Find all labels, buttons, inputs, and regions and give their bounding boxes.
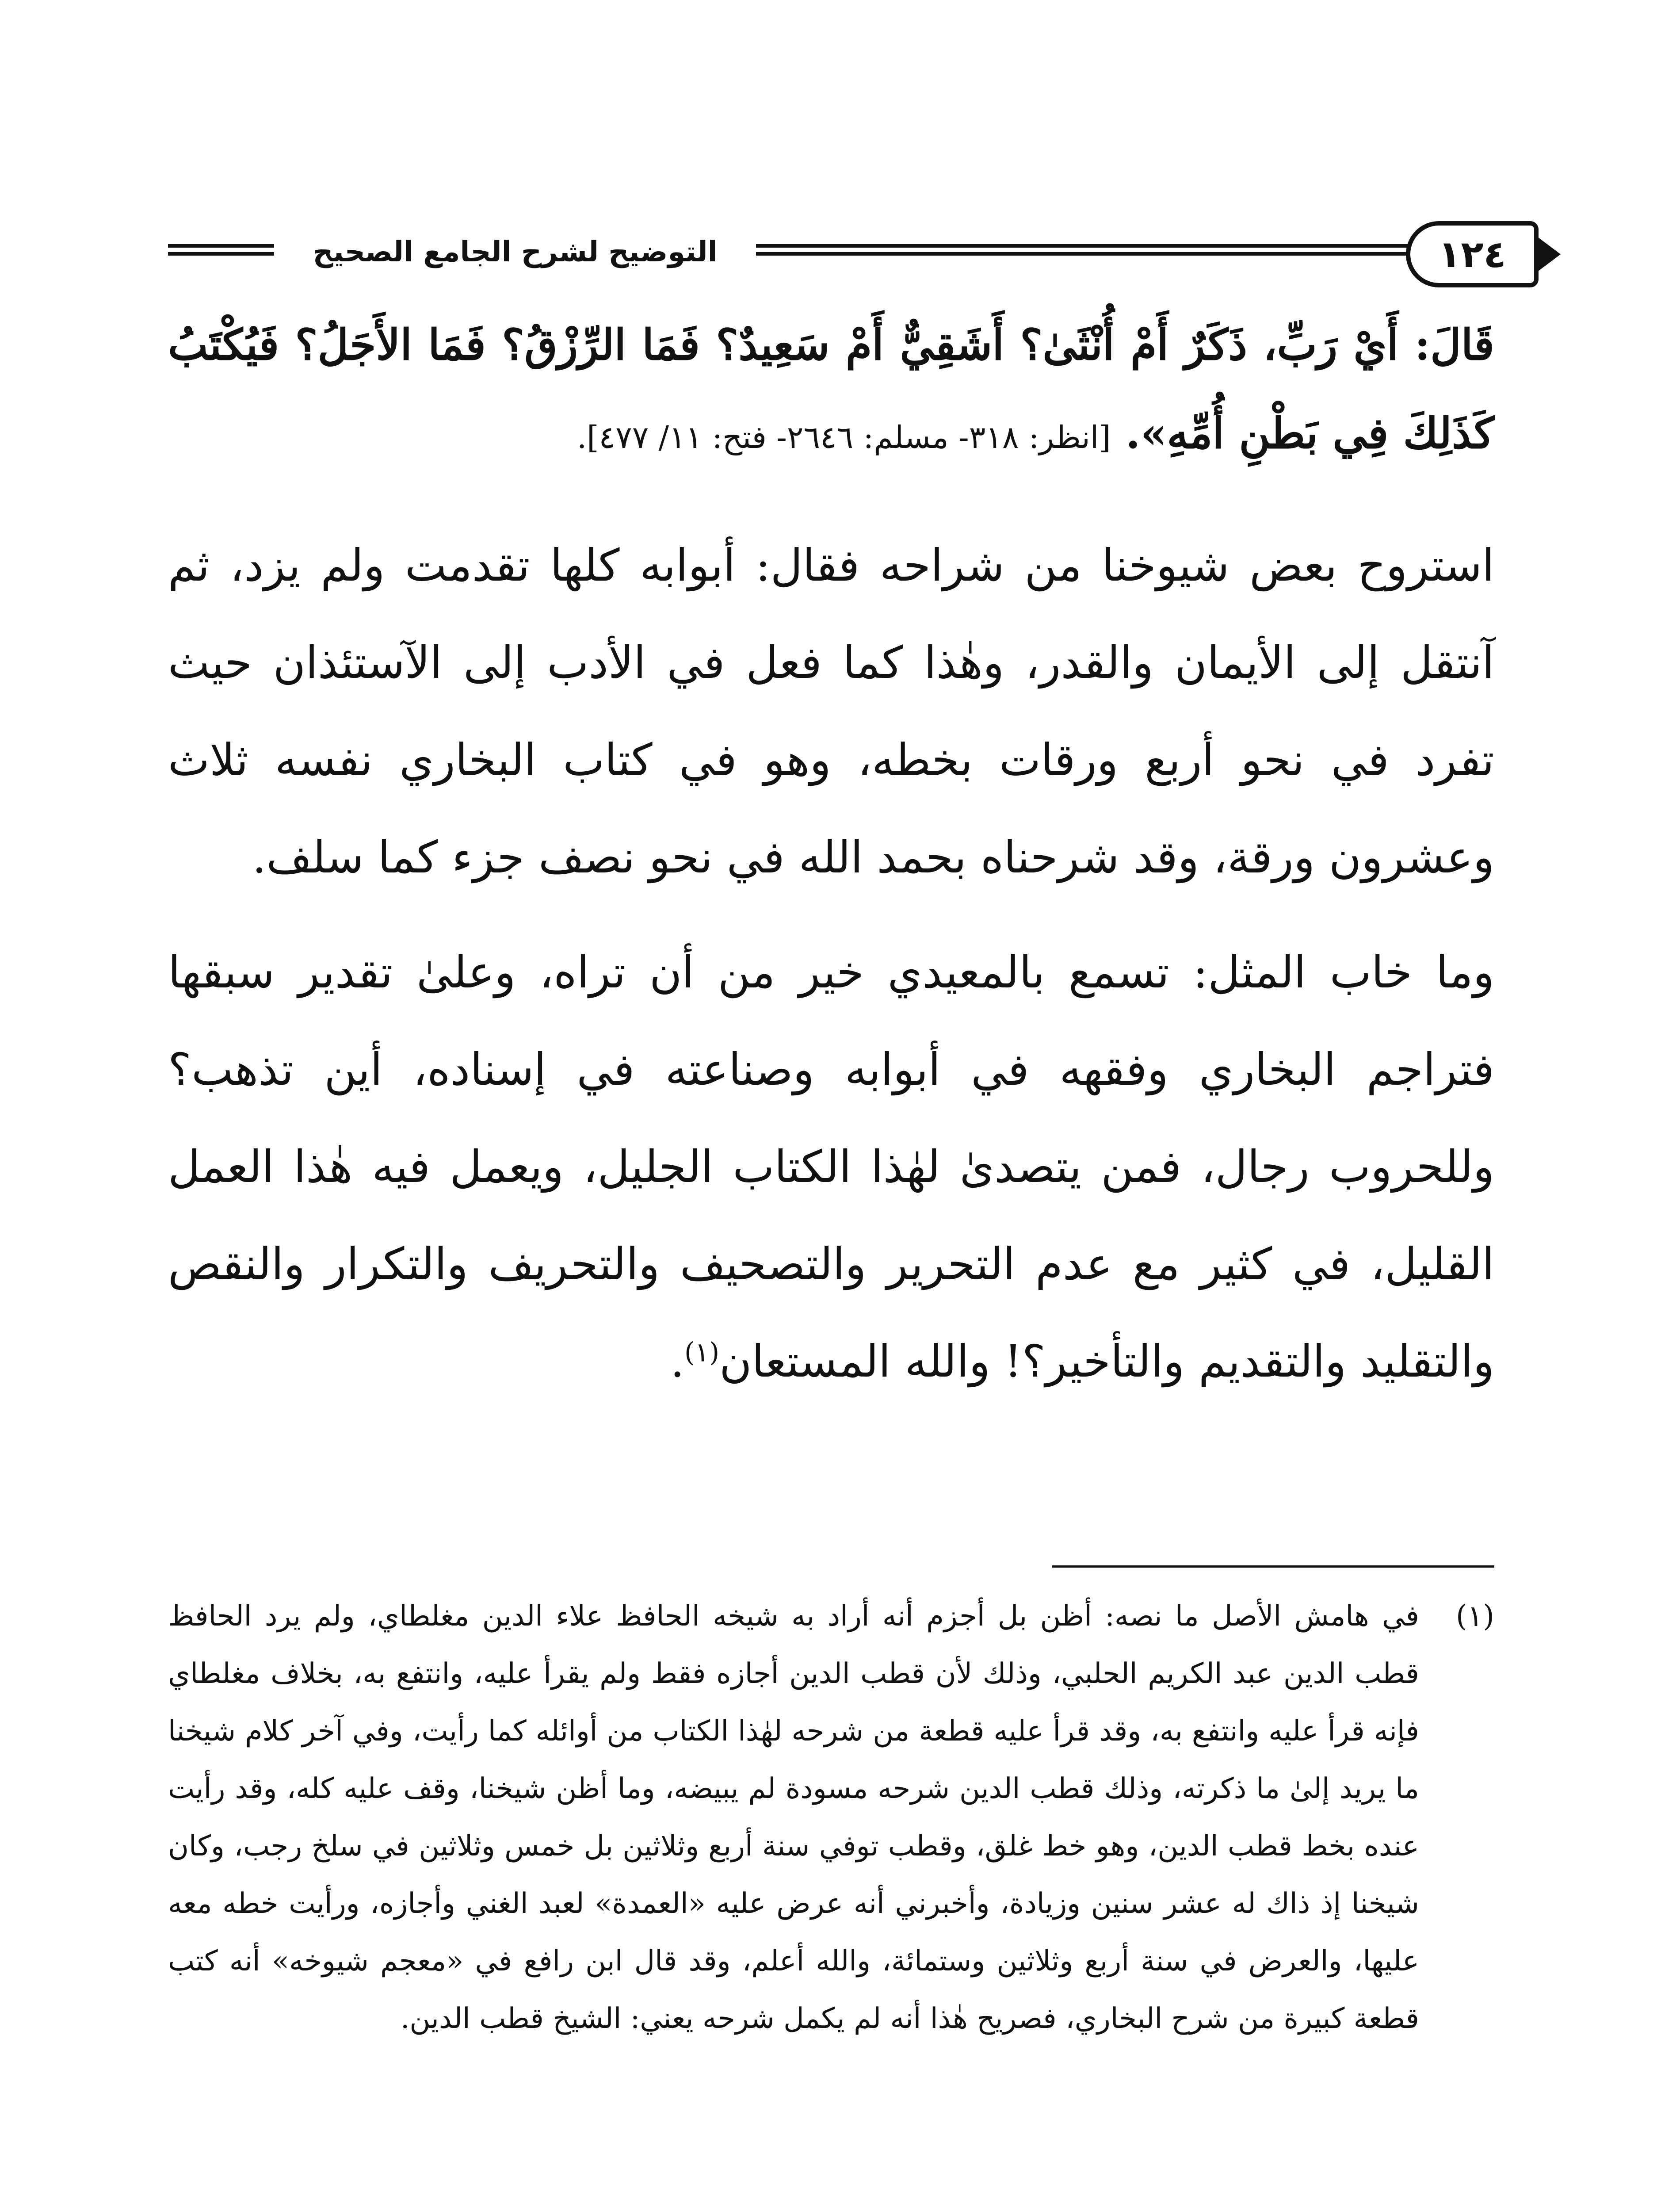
paragraph-2-end: .: [670, 1335, 685, 1387]
footnote: [168, 1587, 1494, 2047]
hadith-text: [168, 301, 1494, 482]
paragraph-2-text: وما خاب المثل: تسمع بالمعيدي خير من أن تراه، وعلىٰ تقدير سبقها فتراجم البخاري وفقهه في أبوابه وصناعته في إسناده، أين تذهب؟ وللحروب رجال، فمن يتصدىٰ لهٰذا الكتاب الجليل، ويعمل فيه هٰذا العمل القليل، في كثير مع عدم التحرير والتصحيف والتحريف والتكرار والنقص والتقليد والتقديم والتأخير؟! والله المستعان: [168, 946, 1495, 1387]
hadith-quote: قَالَ: أَيْ رَبِّ، ذَكَرٌ أَمْ أُنْثَىٰ؟ أَشَقِيٌّ أَمْ سَعِيدٌ؟ فَمَا الرِّزْقُ؟ فَمَا الأَجَلُ؟ فَيُكْتَبُ كَذَلِكَ فِي بَطْنِ أُمِّهِ».: [168, 320, 1495, 458]
hadith-reference: [انظر: ٣١٨- مسلم: ٢٦٤٦- فتح: ١١/ ٤٧٧].: [577, 419, 1111, 455]
header-rule-left: [168, 244, 274, 256]
page-number-badge: [1406, 221, 1539, 287]
running-title: التوضيح لشرح الجامع الصحيح: [313, 236, 718, 268]
footnote-separator: [1052, 1565, 1494, 1568]
footnote-reference[interactable]: (١): [684, 1337, 720, 1368]
page-number-badge-ornament: [1534, 234, 1561, 274]
page-header: [168, 221, 1506, 287]
main-text: [168, 301, 1494, 1410]
footnote-text: في هامش الأصل ما نصه: أظن بل أجزم أنه أراد به شيخه الحافظ علاء الدين مغلطاي، ولم يرد الحافظ قطب الدين عبد الكريم الحلبي، وذلك لأن قطب الدين أجازه فقط ولم يقرأ عليه، وانتفع به، بخلاف مغلطاي فإنه قرأ عليه وانتفع به، وقد قرأ عليه قطعة من شرحه لهٰذا الكتاب من أوائله كما رأيت، وفي آخر كلام شيخنا ما يريد إلىٰ ما ذكرته، وذلك قطب الدين شرحه مسودة لم يبيضه، وما أظن شيخنا، وقف عليه كله، وقد رأيت عنده بخط قطب الدين، وهو خط غلق، وقطب توفي سنة أربع وثلاثين بل خمس وثلاثين في سلخ رجب، وكان شيخنا إذ ذاك له عشر سنين وزيادة، وأخبرني أنه عرض عليه «العمدة» لعبد الغني وأجازه، ورأيت خطه معه عليها، والعرض في سنة أربع وثلاثين وستمائة، والله أعلم، وقد قال ابن رافع في «معجم شيوخه» أنه كتب قطعة كبيرة من شرح البخاري، فصريح هٰذا أنه لم يكمل شرحه يعني: الشيخ قطب الدين.: [168, 1600, 1420, 2035]
footnote-number: (١): [1456, 1599, 1494, 1633]
page-number: ١٢٤: [1438, 233, 1506, 276]
header-rule-middle: [756, 244, 1455, 256]
paragraph-1: استروح بعض شيوخنا من شراحه فقال: أبوابه كلها تقدمت ولم يزد، ثم آنتقل إلى الأيمان والقدر، وهٰذا كما فعل في الأدب إلى الآستئذان حيث تفرد في نحو أربع ورقات بخطه، وهو في كتاب البخاري نفسه ثلاث وعشرون ورقة، وقد شرحناه بحمد الله في نحو نصف جزء كما سلف.: [168, 539, 1494, 883]
paragraph-2: [168, 924, 1494, 1410]
